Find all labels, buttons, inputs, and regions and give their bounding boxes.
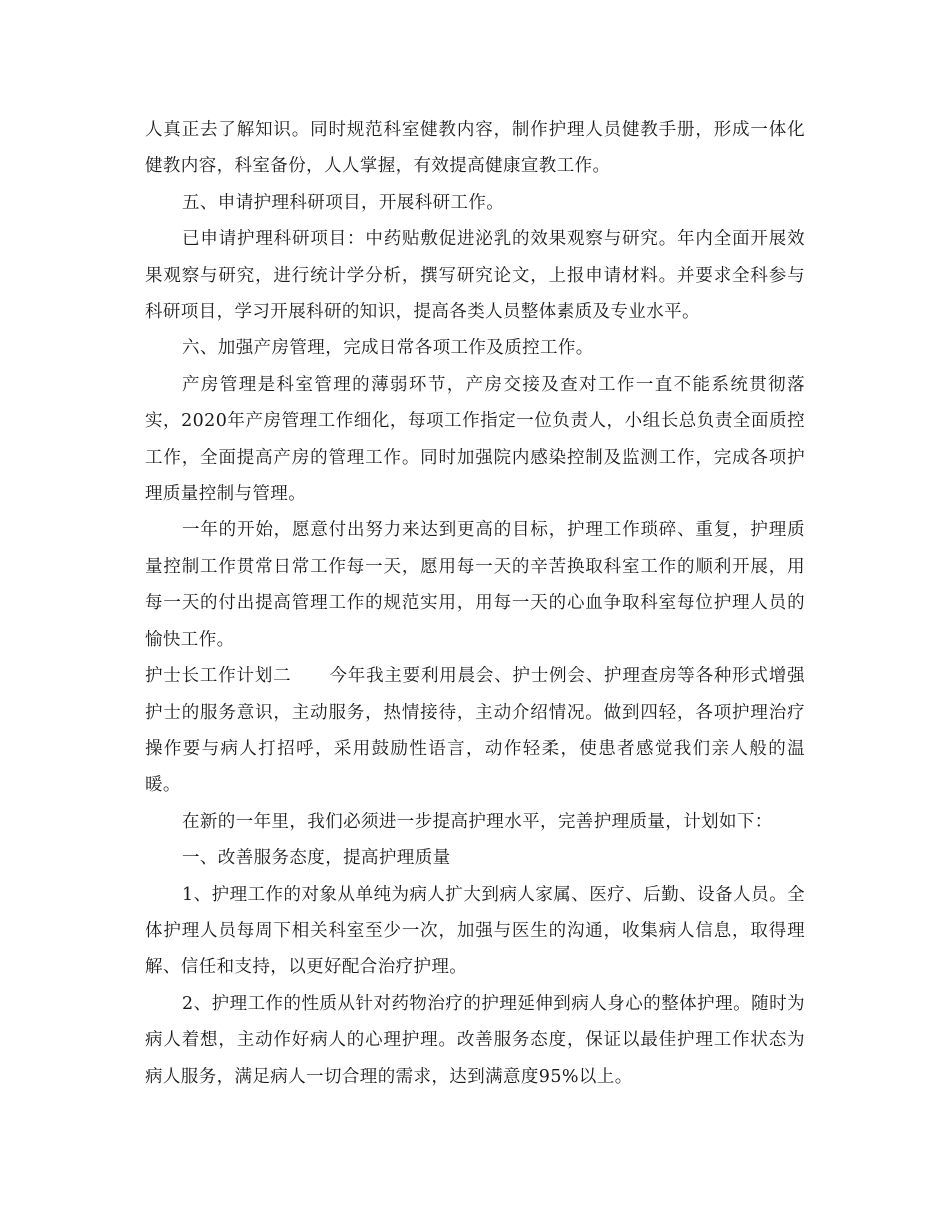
heading-section-five: 五、申请护理科研项目，开展科研工作。 — [182, 192, 505, 213]
paragraph-plan-two — [145, 658, 805, 804]
paragraph-health-education-end: 人真正去了解知识。同时规范科室健教内容，制作护理人员健教手册，形成一体化健教内容，科室备份，人人掌握，有效提高健康宣教工作。 — [145, 120, 805, 177]
paragraph-new-year-plan: 在新的一年里，我们必须进一步提高护理水平，完善护理质量，计划如下： — [182, 811, 773, 832]
heading-section-one: 一、改善服务态度，提高护理质量 — [182, 848, 451, 869]
plan-two-title: 护士长工作计划二 — [145, 666, 292, 687]
list-item-one: 1、护理工作的对象从单纯为病人扩大到病人家属、医疗、后勤、设备人员。全体护理人员每周下相关科室至少一次，加强与医生的沟通，收集病人信息，取得理解、信任和支持，以更好配合治疗护理。 — [145, 884, 805, 978]
document-page — [145, 112, 805, 1095]
paragraph-year-start: 一年的开始，愿意付出努力来达到更高的目标，护理工作琐碎、重复，护理质量控制工作贯常日常工作每一天，愿用每一天的辛苦换取科室工作的顺利开展，用每一天的付出提高管理工作的规范实用，用每一天的心血争取科室每位护理人员的愉快工作。 — [145, 520, 805, 650]
heading-section-six: 六、加强产房管理，完成日常各项工作及质控工作。 — [182, 338, 594, 359]
list-item-two: 2、护理工作的性质从针对药物治疗的护理延伸到病人身心的整体护理。随时为病人着想，主动作好病人的心理护理。改善服务态度，保证以最佳护理工作状态为病人服务，满足病人一切合理的需求，达到满意度95%以上。 — [145, 993, 805, 1087]
paragraph-research-project: 已申请护理科研项目：中药贴敷促进泌乳的效果观察与研究。年内全面开展效果观察与研究，进行统计学分析，撰写研究论文，上报申请材料。并要求全科参与科研项目，学习开展科研的知识，提高各类人员整体素质及专业水平。 — [145, 229, 805, 323]
plan-two-intro: 今年我主要利用晨会、护士例会、护理查房等各种形式增强护士的服务意识，主动服务，热情接待，主动介绍情况。做到四轻，各项护理治疗操作要与病人打招呼，采用鼓励性语言，动作轻柔，使患者感觉我们亲人般的温暖。 — [145, 666, 805, 796]
paragraph-delivery-room: 产房管理是科室管理的薄弱环节，产房交接及查对工作一直不能系统贯彻落实，2020年产房管理工作细化，每项工作指定一位负责人，小组长总负责全面质控工作，全面提高产房的管理工作。同时加强院内感染控制及监测工作，完成各项护理质量控制与管理。 — [145, 374, 805, 505]
